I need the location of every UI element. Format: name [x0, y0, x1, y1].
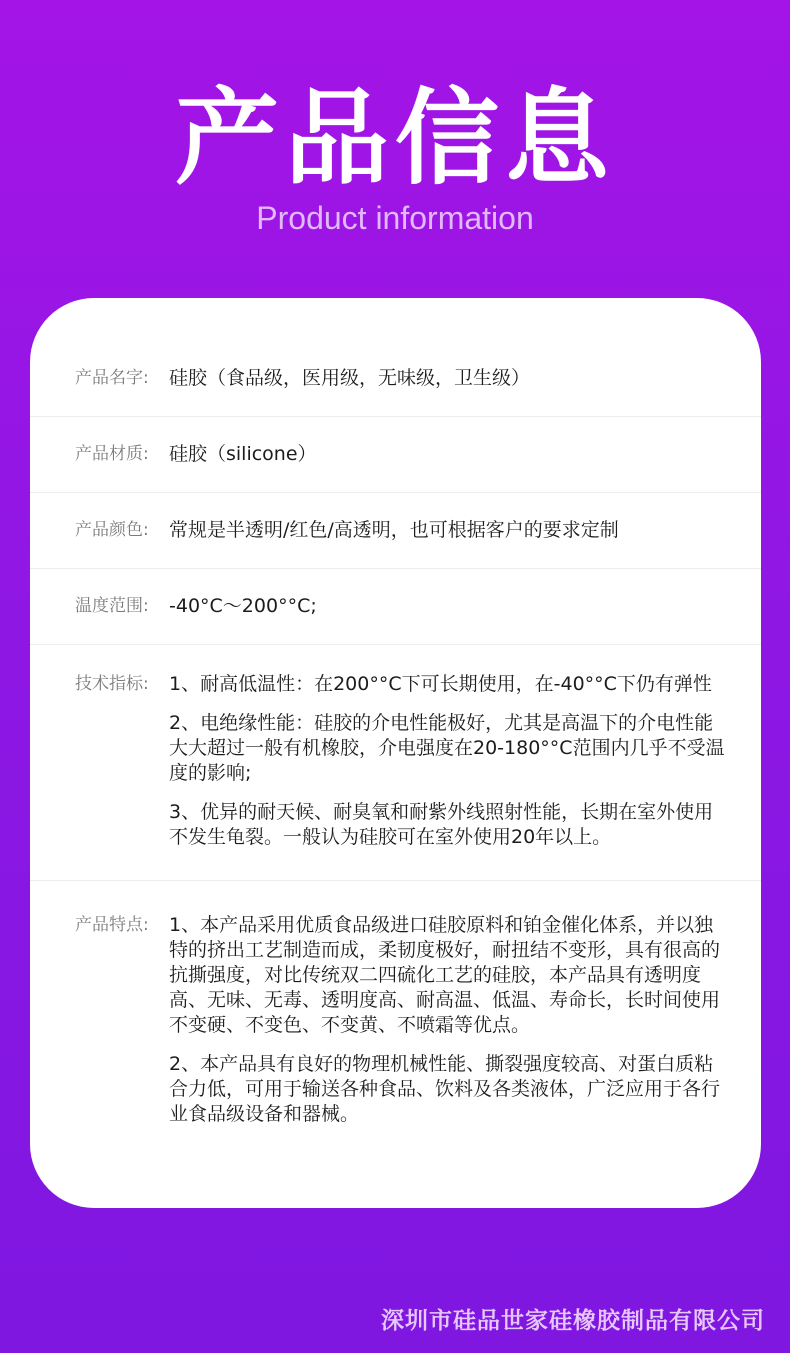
row-features [30, 881, 761, 1208]
row-technical-specs [30, 645, 761, 881]
row-label: 产品特点: [75, 915, 149, 935]
row-material [30, 417, 761, 493]
value-paragraph: -40°C～200°°C; [169, 595, 317, 617]
value-paragraph: 硅胶（食品级，医用级，无味级，卫生级） [169, 367, 531, 389]
row-value [169, 442, 729, 467]
page-title: 产品信息 [174, 77, 615, 199]
product-info-card [30, 298, 761, 1208]
value-paragraph: 1、本产品采用优质食品级进口硅胶原料和铂金催化体系，并以独特的挤出工艺制造而成，柔韧度极好，耐扭结不变形，具有很高的抗撕强度，对比传统双二四硫化工艺的硅胶，本产品具有透明度高、无味、无毒、透明度高、耐高温、低温、寿命长，长时间使用不变硬、不变色、不变黄、不喷霜等优点。 [169, 914, 721, 1036]
row-temperature [30, 569, 761, 645]
page-subtitle: Product information [256, 200, 534, 236]
row-label: 产品名字: [75, 368, 149, 388]
row-value [169, 672, 729, 850]
row-value [169, 366, 729, 391]
row-label: 温度范围: [75, 596, 149, 616]
company-name: 深圳市硅品世家硅橡胶制品有限公司 [381, 1308, 765, 1334]
row-label: 产品颜色: [75, 520, 149, 540]
value-paragraph: 3、优异的耐天候、耐臭氧和耐紫外线照射性能，长期在室外使用不发生龟裂。一般认为硅胶可在室外使用20年以上。 [169, 801, 714, 848]
row-color [30, 493, 761, 569]
value-paragraph: 常规是半透明/红色/高透明，也可根据客户的要求定制 [169, 519, 619, 541]
row-value [169, 913, 729, 1127]
row-value [169, 518, 729, 543]
value-paragraph: 1、耐高低温性：在200°°C下可长期使用，在-40°°C下仍有弹性 [169, 673, 712, 695]
row-value [169, 594, 729, 619]
row-product-name [30, 298, 761, 417]
row-label: 产品材质: [75, 444, 149, 464]
value-paragraph: 硅胶（silicone） [169, 443, 317, 465]
value-paragraph: 2、本产品具有良好的物理机械性能、撕裂强度较高、对蛋白质粘合力低，可用于输送各种食品、饮料及各类液体，广泛应用于各行业食品级设备和器械。 [169, 1053, 721, 1125]
value-paragraph: 2、电绝缘性能：硅胶的介电性能极好，尤其是高温下的介电性能大大超过一般有机橡胶，介电强度在20-180°°C范围内几乎不受温度的影响; [169, 712, 725, 784]
row-label: 技术指标: [75, 674, 149, 694]
